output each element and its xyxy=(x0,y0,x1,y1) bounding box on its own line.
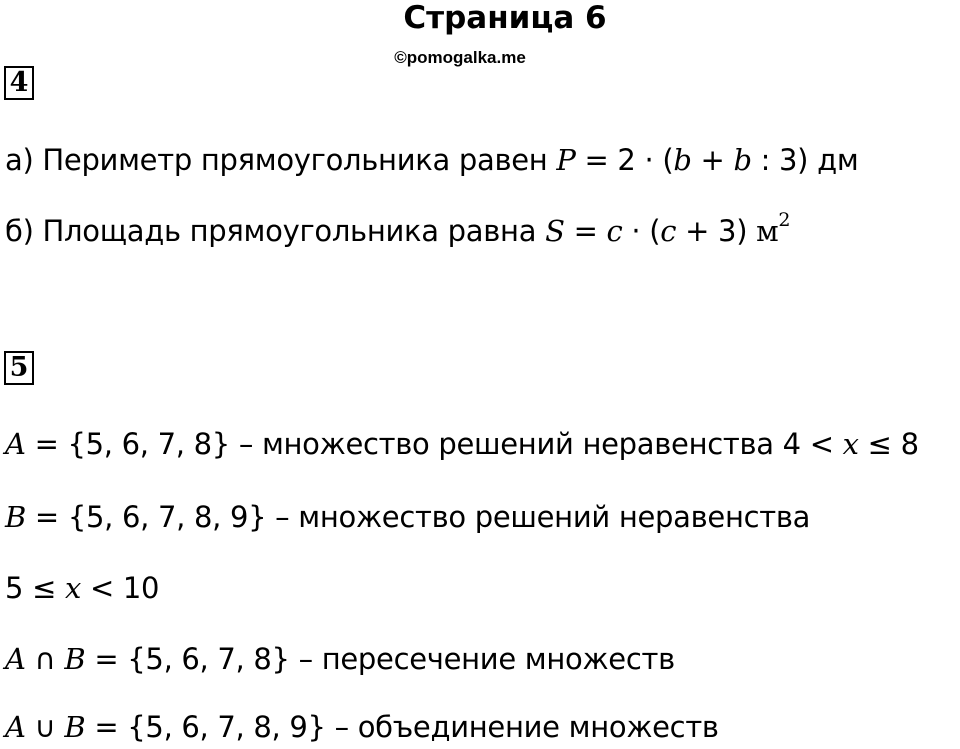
var-x: x xyxy=(65,571,82,605)
var-A: A xyxy=(5,710,26,744)
watermark: ©pomogalka.me xyxy=(394,48,526,67)
task4-b-rest: + 3) xyxy=(676,214,757,248)
var-b: b xyxy=(673,143,692,177)
unit-exponent: 2 xyxy=(778,209,791,232)
task4-line-b xyxy=(5,209,791,249)
var-A: A xyxy=(5,642,26,676)
var-x: x xyxy=(842,427,859,461)
task4-a-rest: : 3) дм xyxy=(751,143,859,177)
task4-a-plus: + xyxy=(691,143,734,177)
var-c: c xyxy=(660,214,677,248)
var-S: S xyxy=(545,214,565,248)
var-B: B xyxy=(5,500,27,534)
task4-line-a xyxy=(5,142,858,178)
var-c: c xyxy=(606,214,623,248)
task4-b-prefix: б) Площадь прямоугольника равна xyxy=(5,214,546,248)
task5-line-1 xyxy=(5,426,919,462)
union-op: ∪ xyxy=(25,710,65,744)
task5-line-5 xyxy=(5,709,719,745)
page-title: Страница 6 xyxy=(403,0,607,36)
task5-line-3 xyxy=(5,570,159,606)
task4-b-eq: = xyxy=(564,214,607,248)
intersection-op: ∩ xyxy=(25,642,65,676)
var-b: b xyxy=(733,143,752,177)
task5-l4-tail: = {5, 6, 7, 8} – пересечение множеств xyxy=(85,642,675,676)
task-number-5: 5 xyxy=(4,351,34,385)
task5-l2-set: = {5, 6, 7, 8, 9} – множество решений неравенства xyxy=(26,500,811,534)
var-B: B xyxy=(64,710,86,744)
task5-l3-tail: < 10 xyxy=(81,571,160,605)
task5-line-4 xyxy=(5,641,675,677)
task5-l3-head: 5 ≤ xyxy=(5,571,65,605)
task4-a-prefix: а) Периметр прямоугольника равен xyxy=(5,143,557,177)
task5-line-2 xyxy=(5,499,810,535)
task4-b-dot: · ( xyxy=(622,214,661,248)
var-P: P xyxy=(556,143,576,177)
var-B: B xyxy=(64,642,86,676)
task-number-4: 4 xyxy=(4,66,34,100)
task5-l5-tail: = {5, 6, 7, 8, 9} – объединение множеств xyxy=(85,710,719,744)
task5-l1-set: = {5, 6, 7, 8} – множество решений неравенства 4 < xyxy=(25,427,843,461)
task4-a-eq: = 2 · ( xyxy=(575,143,674,177)
var-A: A xyxy=(5,427,26,461)
task5-l1-tail: ≤ 8 xyxy=(858,427,919,461)
unit-m: м xyxy=(756,214,779,248)
